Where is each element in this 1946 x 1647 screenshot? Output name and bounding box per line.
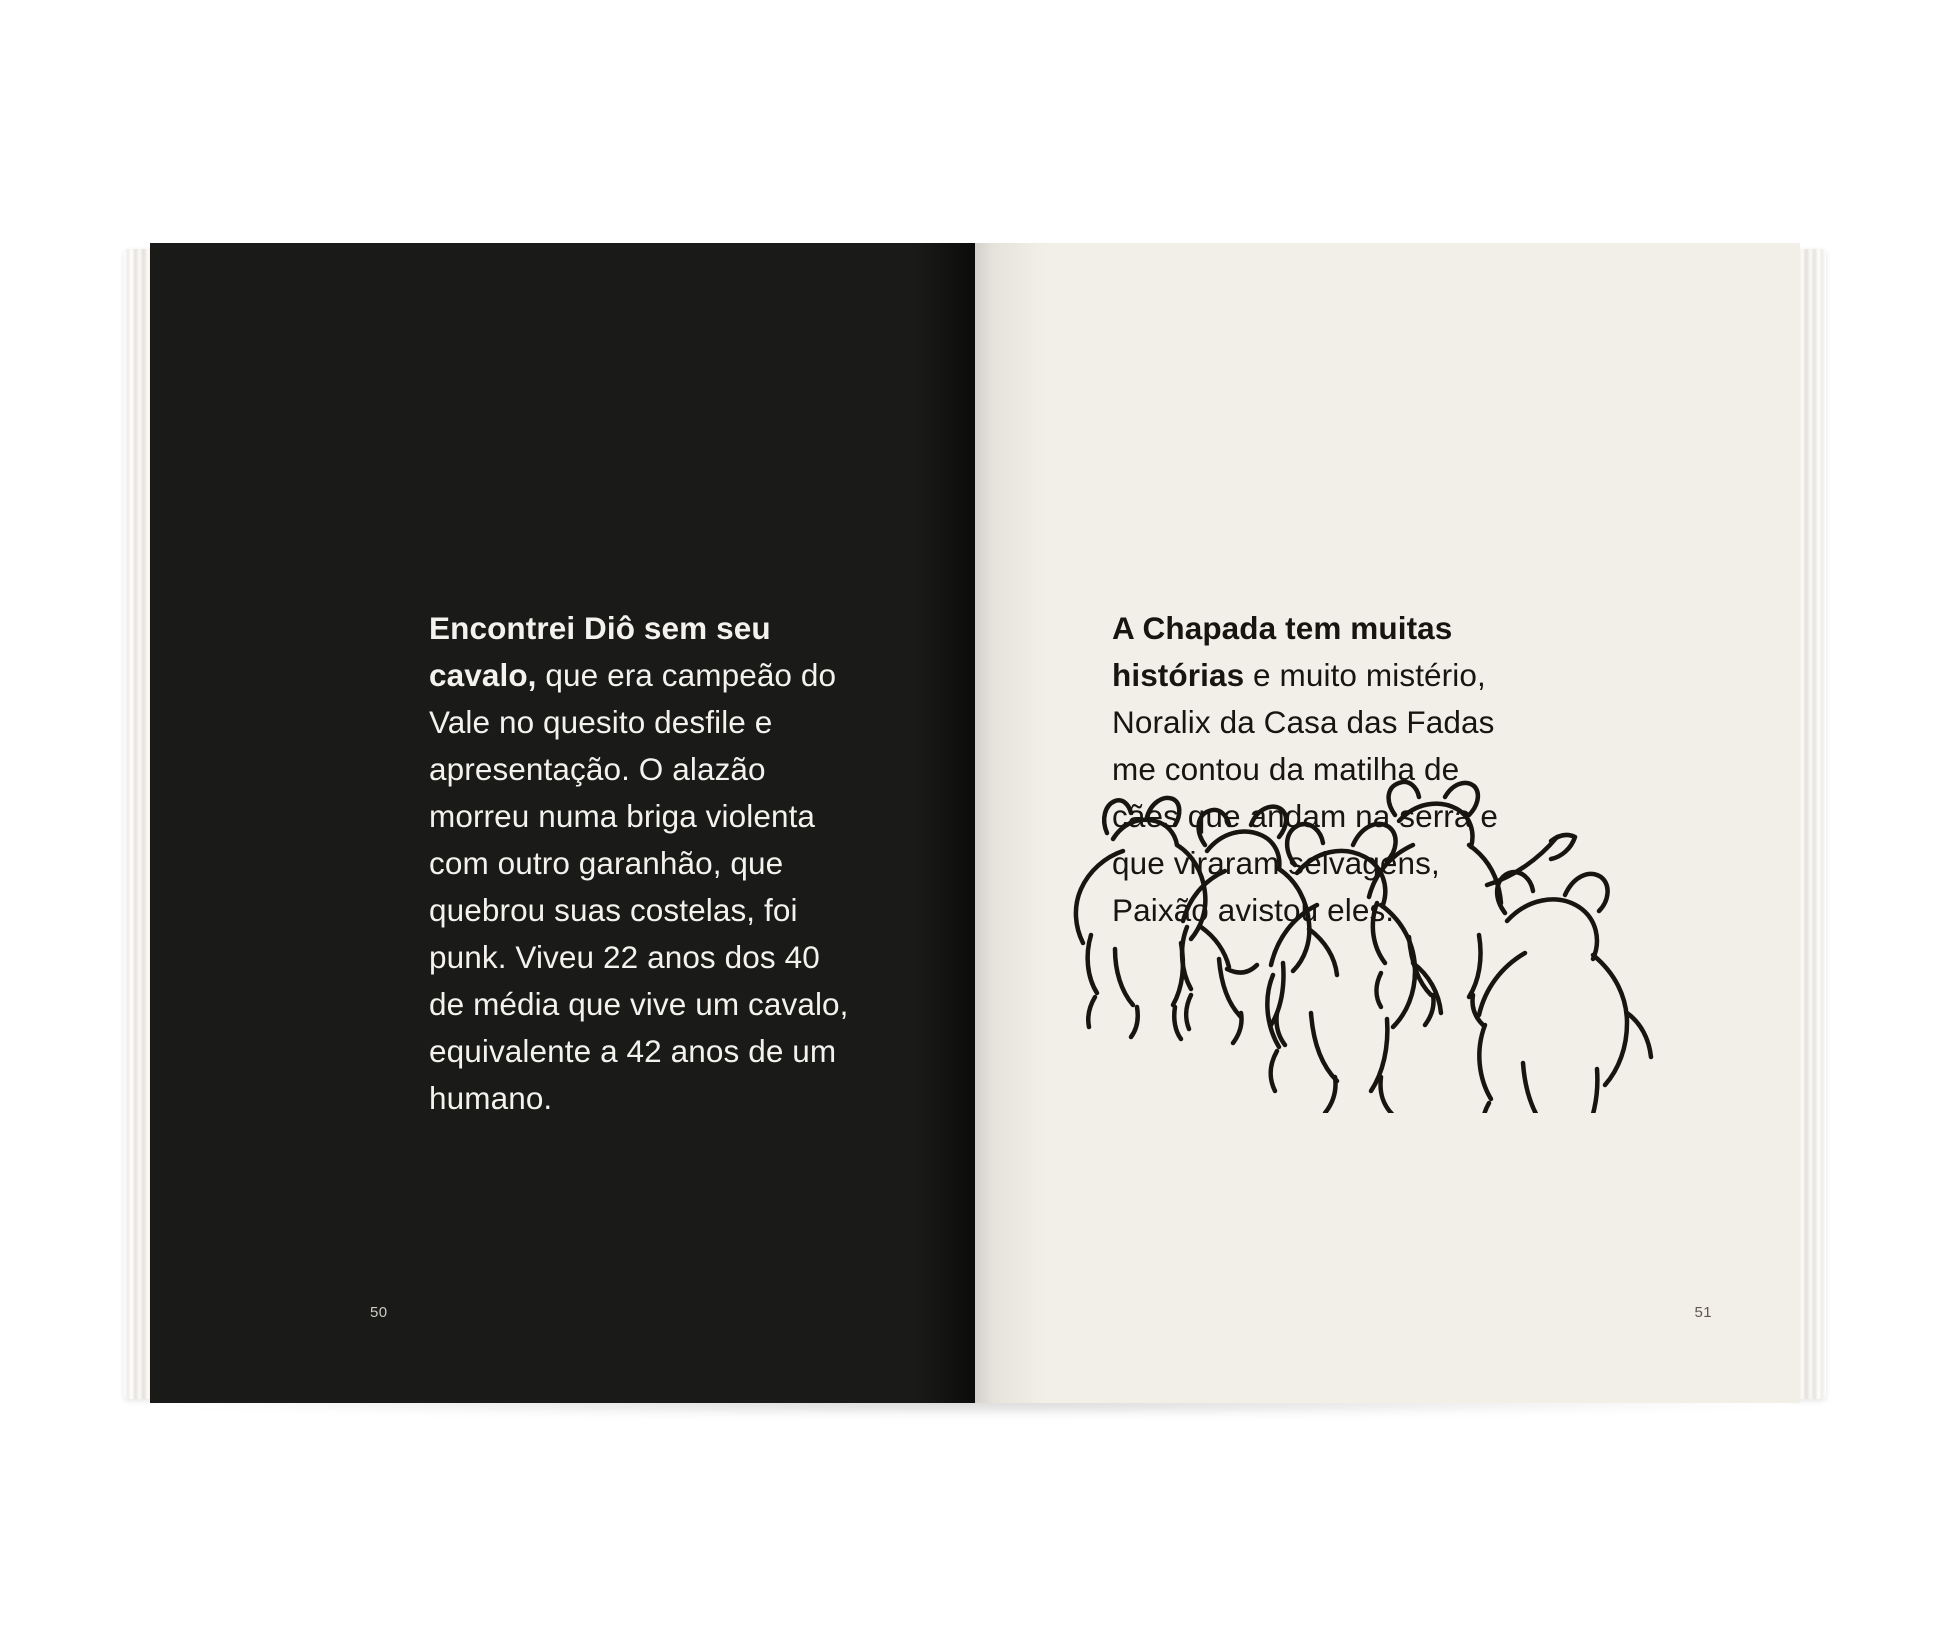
left-page-lead-in: Encontrei Diô sem seu cavalo, <box>429 609 771 693</box>
open-book <box>150 243 1800 1403</box>
left-page-body: que era campeão do Vale no quesito desfile e apresentação. O alazão morreu numa briga violenta com outro garanhão, que quebrou suas costelas, foi punk. Viveu 22 anos dos 40 de média que vive um cavalo, equivalente a 42 anos de um humano. <box>429 656 849 1116</box>
left-page-folio: 50 <box>370 1304 388 1321</box>
right-page-folio: 51 <box>1694 1304 1712 1321</box>
dogs-illustration <box>995 713 1695 1113</box>
left-page-paragraph <box>429 605 849 1122</box>
right-page <box>975 243 1800 1403</box>
dog-back-right-icon <box>1369 782 1575 1025</box>
dog-back-center-icon <box>1182 807 1337 1045</box>
right-page-body: e muito mistério, Noralix da Casa das Fadas me contou da matilha de cães que andam na serra e que viraram selvagens, Paixão avistou eles. <box>1112 656 1498 928</box>
dog-front-right-icon <box>1479 872 1651 1113</box>
gutter-shadow <box>915 243 975 1403</box>
left-page <box>150 243 975 1403</box>
right-page-lead-in: A Chapada tem muitas histórias <box>1112 609 1453 693</box>
